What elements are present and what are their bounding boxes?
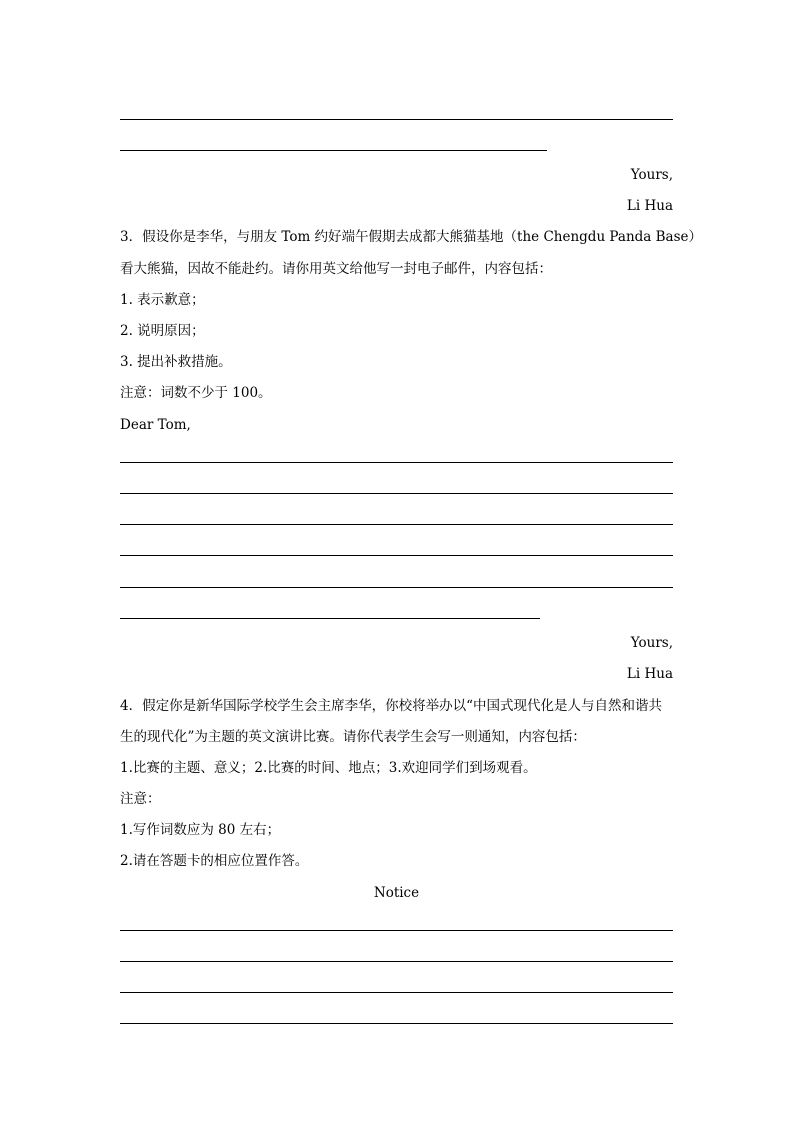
q3-prompt-line-2: 看大熊猫，因故不能赴约。请你用英文给他写一封电子邮件，内容包括： [120, 261, 552, 277]
q4-notice-title: Notice [373, 885, 420, 901]
writing-line [120, 462, 673, 463]
q4-note-2: 2.请在答题卡的相应位置作答。 [120, 853, 309, 869]
q4-prompt-line-2: 生的现代化”为主题的英文演讲比赛。请你代表学生会写一则通知，内容包括： [120, 729, 586, 745]
writing-line [120, 1023, 673, 1024]
q3-signature: Li Hua [626, 666, 673, 682]
q3-greeting: Dear Tom, [120, 417, 191, 433]
q3-prompt-line-1: 3．假设你是李华，与朋友 Tom 约好端午假期去成都大熊猫基地（the Chengdu Panda Base） [120, 229, 703, 245]
writing-line-short [120, 618, 540, 619]
writing-line [120, 587, 673, 588]
q4-note-label: 注意： [120, 791, 161, 807]
writing-line [120, 524, 673, 525]
writing-line [120, 493, 673, 494]
letter-signature: Li Hua [626, 198, 673, 214]
q3-closing: Yours, [630, 635, 673, 651]
q4-prompt-line-1: 4．假定你是新华国际学校学生会主席李华，你校将举办以“中国式现代化是人与自然和谐共 [120, 698, 662, 714]
writing-line [120, 992, 673, 993]
q3-item-1: 1. 表示歉意； [120, 292, 205, 308]
writing-line [120, 930, 673, 931]
writing-line [120, 555, 673, 556]
writing-line [120, 119, 673, 120]
letter-closing: Yours, [630, 167, 673, 183]
q3-note: 注意：词数不少于 100。 [120, 385, 272, 401]
q3-item-2: 2. 说明原因； [120, 323, 205, 339]
q4-note-1: 1.写作词数应为 80 左右； [120, 822, 281, 838]
q4-prompt-line-3: 1.比赛的主题、意义；2.比赛的时间、地点；3.欢迎同学们到场观看。 [120, 760, 537, 776]
writing-line-short [120, 150, 547, 151]
writing-line [120, 961, 673, 962]
q3-item-3: 3. 提出补救措施。 [120, 354, 232, 370]
